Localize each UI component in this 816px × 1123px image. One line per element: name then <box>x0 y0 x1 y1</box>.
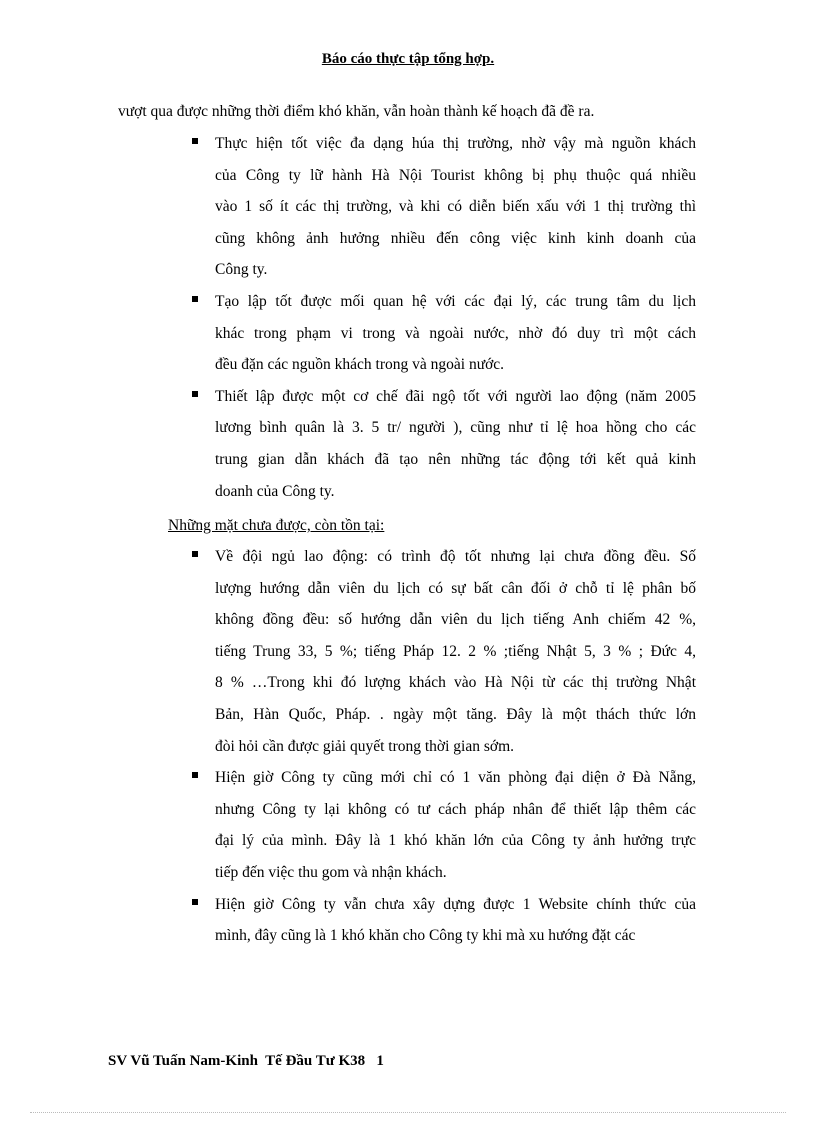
bullet-text-line: đều đặn các nguồn khách trong và ngoài nước. <box>215 356 505 374</box>
square-bullet-icon <box>192 772 198 778</box>
weakness-item <box>192 762 696 888</box>
bullet-text-line: khác trong phạm vi trong và ngoài nước, nhờ đó duy trì một cách <box>215 324 696 342</box>
bullet-text-line: lượng hướng dẫn viên du lịch có sự bất cân đối ở chỗ tỉ lệ phân bố <box>215 579 696 597</box>
square-bullet-icon <box>192 138 198 144</box>
bullet-text-line: Thực hiện tốt việc đa dạng húa thị trường, nhờ vậy mà nguồn khách <box>215 135 696 152</box>
strength-item <box>192 286 696 381</box>
bullet-text-line: của Công ty lữ hành Hà Nội Tourist không bị phụ thuộc quá nhiều <box>215 166 696 184</box>
bullet-text-line: Tạo lập tốt được mối quan hệ với các đại lý, các trung tâm du lịch <box>215 292 696 310</box>
bullet-text-line: đại lý của mình. Đây là 1 khó khăn lớn của Công ty ảnh hưởng trực <box>215 832 696 850</box>
page-bottom-border <box>30 1112 786 1113</box>
bullet-text-line: trung gian dẫn khách đã tạo nên những tác động tới kết quả kinh <box>215 450 696 468</box>
weaknesses-heading: Những mặt chưa được, còn tồn tại: <box>168 517 385 534</box>
weaknesses-list <box>192 541 696 952</box>
square-bullet-icon <box>192 391 198 397</box>
bullet-text-line: Bản, Hàn Quốc, Pháp. . ngày một tăng. Đây là một thách thức lớn <box>215 705 696 723</box>
square-bullet-icon <box>192 899 198 905</box>
strength-item <box>192 128 696 286</box>
bullet-text-line: tiếng Trung 33, 5 %; tiếng Pháp 12. 2 % ;tiếng Nhật 5, 3 % ; Đức 4, <box>215 642 696 660</box>
bullet-text-line: Về đội ngủ lao động: có trình độ tốt nhưng lại chưa đồng đều. Số <box>215 548 696 565</box>
bullet-text-line: Hiện giờ Công ty vẫn chưa xây dựng được 1 Website chính thức của <box>215 895 696 913</box>
bullet-text-line: đòi hỏi cần được giải quyết trong thời gian sớm. <box>215 737 515 755</box>
square-bullet-icon <box>192 296 198 302</box>
weakness-item <box>192 889 696 952</box>
bullet-text-line: doanh của Công ty. <box>215 482 335 500</box>
bullet-text-line: tiếp đến việc thu gom và nhận khách. <box>215 863 447 881</box>
bullet-text-line: Thiết lập được một cơ chế đãi ngộ tốt với người lao động (năm 2005 <box>215 387 696 405</box>
weakness-item <box>192 541 696 762</box>
bullet-text-line: Hiện giờ Công ty cũng mới chỉ có 1 văn phòng đại diện ở Đà Nẵng, <box>215 769 696 787</box>
strength-item <box>192 381 696 507</box>
page-footer: SV Vũ Tuấn Nam-Kinh Tế Đầu Tư K38 1 <box>108 1053 384 1069</box>
bullet-text-line: mình, đây cũng là 1 khó khăn cho Công ty khi mà xu hướng đặt các <box>215 927 636 945</box>
bullet-text-line: cũng không ảnh hưởng nhiều đến công việc kinh kinh doanh của <box>215 229 696 247</box>
bullet-text-line: không đồng đều: số hướng dẫn viên du lịch tiếng Anh chiếm 42 %, <box>215 611 696 629</box>
strengths-list <box>192 128 696 507</box>
bullet-text-line: lương bình quân là 3. 5 tr/ người ), cũng như tỉ lệ hoa hồng cho các <box>215 419 696 437</box>
bullet-text-line: Công ty. <box>215 261 268 279</box>
bullet-text-line: 8 % …Trong khi đó lượng khách vào Hà Nội từ các thị trường Nhật <box>215 674 696 692</box>
square-bullet-icon <box>192 551 198 557</box>
intro-line: vượt qua được những thời điểm khó khăn, vẫn hoàn thành kế hoạch đã đề ra. <box>118 103 595 120</box>
page-header-title: Báo cáo thực tập tổng hợp. <box>321 51 495 67</box>
bullet-text-line: vào 1 số ít các thị trường, và khi có diễn biến xấu với 1 thị trường thì <box>215 198 696 216</box>
bullet-text-line: nhưng Công ty lại không có tư cách pháp nhân để thiết lập thêm các <box>215 800 696 818</box>
